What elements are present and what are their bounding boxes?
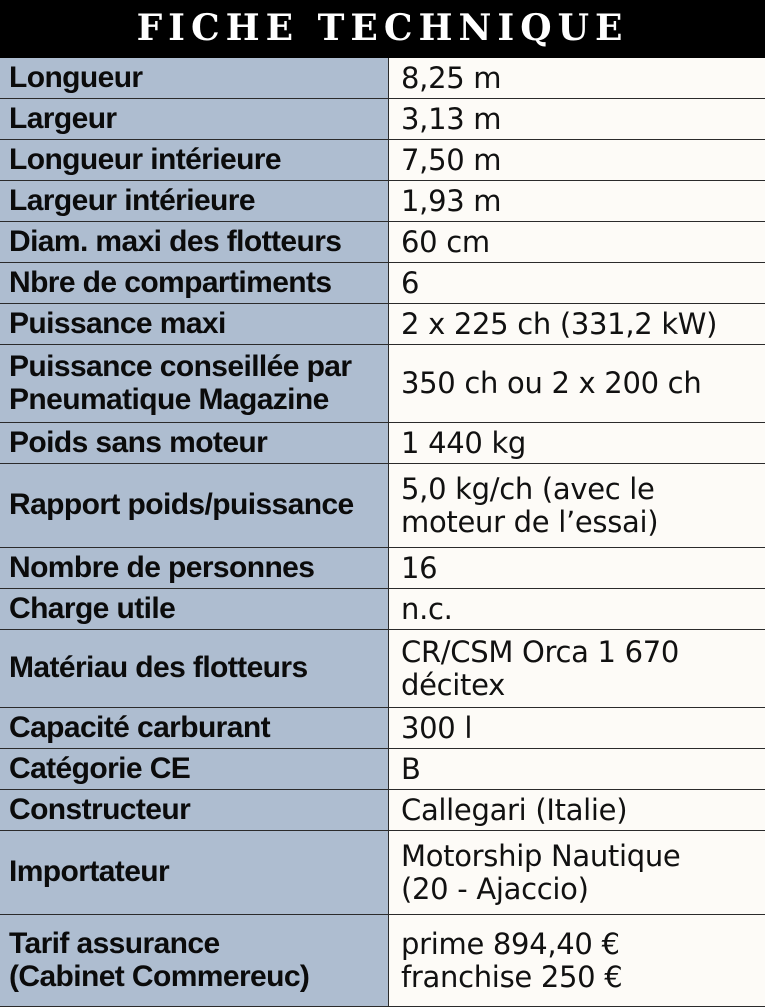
row-value-poids-sans-moteur: 1 440 kg (389, 423, 765, 464)
row-label-tarif-assurance: Tarif assurance (Cabinet Commereuc) (0, 915, 389, 1007)
row-label-puissance-conseillee: Puissance conseillée par Pneumatique Magazine (0, 345, 389, 423)
row-label-poids-sans-moteur: Poids sans moteur (0, 423, 389, 464)
row-value-importateur: Motorship Nautique (20 - Ajaccio) (389, 831, 765, 915)
row-label-nombre-personnes: Nombre de personnes (0, 548, 389, 589)
spec-table (0, 56, 765, 1007)
row-label-largeur: Largeur (0, 99, 389, 140)
row-label-puissance-maxi: Puissance maxi (0, 304, 389, 345)
row-label-constructeur: Constructeur (0, 790, 389, 831)
row-label-longueur: Longueur (0, 58, 389, 99)
row-value-largeur-interieure: 1,93 m (389, 181, 765, 222)
row-value-charge-utile: n.c. (389, 589, 765, 630)
row-value-categorie-ce: B (389, 749, 765, 790)
row-label-longueur-interieure: Longueur intérieure (0, 140, 389, 181)
row-value-puissance-maxi: 2 x 225 ch (331,2 kW) (389, 304, 765, 345)
row-label-charge-utile: Charge utile (0, 589, 389, 630)
row-value-largeur: 3,13 m (389, 99, 765, 140)
row-value-rapport-poids-puissance: 5,0 kg/ch (avec le moteur de l’essai) (389, 464, 765, 548)
row-label-largeur-interieure: Largeur intérieure (0, 181, 389, 222)
row-value-longueur: 8,25 m (389, 58, 765, 99)
row-label-diametre-flotteurs: Diam. maxi des flotteurs (0, 222, 389, 263)
sheet-title: FICHE TECHNIQUE (0, 0, 765, 56)
row-label-compartiments: Nbre de compartiments (0, 263, 389, 304)
row-label-materiau-flotteurs: Matériau des flotteurs (0, 630, 389, 708)
row-value-nombre-personnes: 16 (389, 548, 765, 589)
row-value-longueur-interieure: 7,50 m (389, 140, 765, 181)
row-value-diametre-flotteurs: 60 cm (389, 222, 765, 263)
row-value-capacite-carburant: 300 l (389, 708, 765, 749)
row-label-importateur: Importateur (0, 831, 389, 915)
row-value-puissance-conseillee: 350 ch ou 2 x 200 ch (389, 345, 765, 423)
row-value-constructeur: Callegari (Italie) (389, 790, 765, 831)
row-label-categorie-ce: Catégorie CE (0, 749, 389, 790)
row-value-materiau-flotteurs: CR/CSM Orca 1 670 décitex (389, 630, 765, 708)
row-value-compartiments: 6 (389, 263, 765, 304)
row-value-tarif-assurance: prime 894,40 € franchise 250 € (389, 915, 765, 1007)
row-label-capacite-carburant: Capacité carburant (0, 708, 389, 749)
row-label-rapport-poids-puissance: Rapport poids/puissance (0, 464, 389, 548)
